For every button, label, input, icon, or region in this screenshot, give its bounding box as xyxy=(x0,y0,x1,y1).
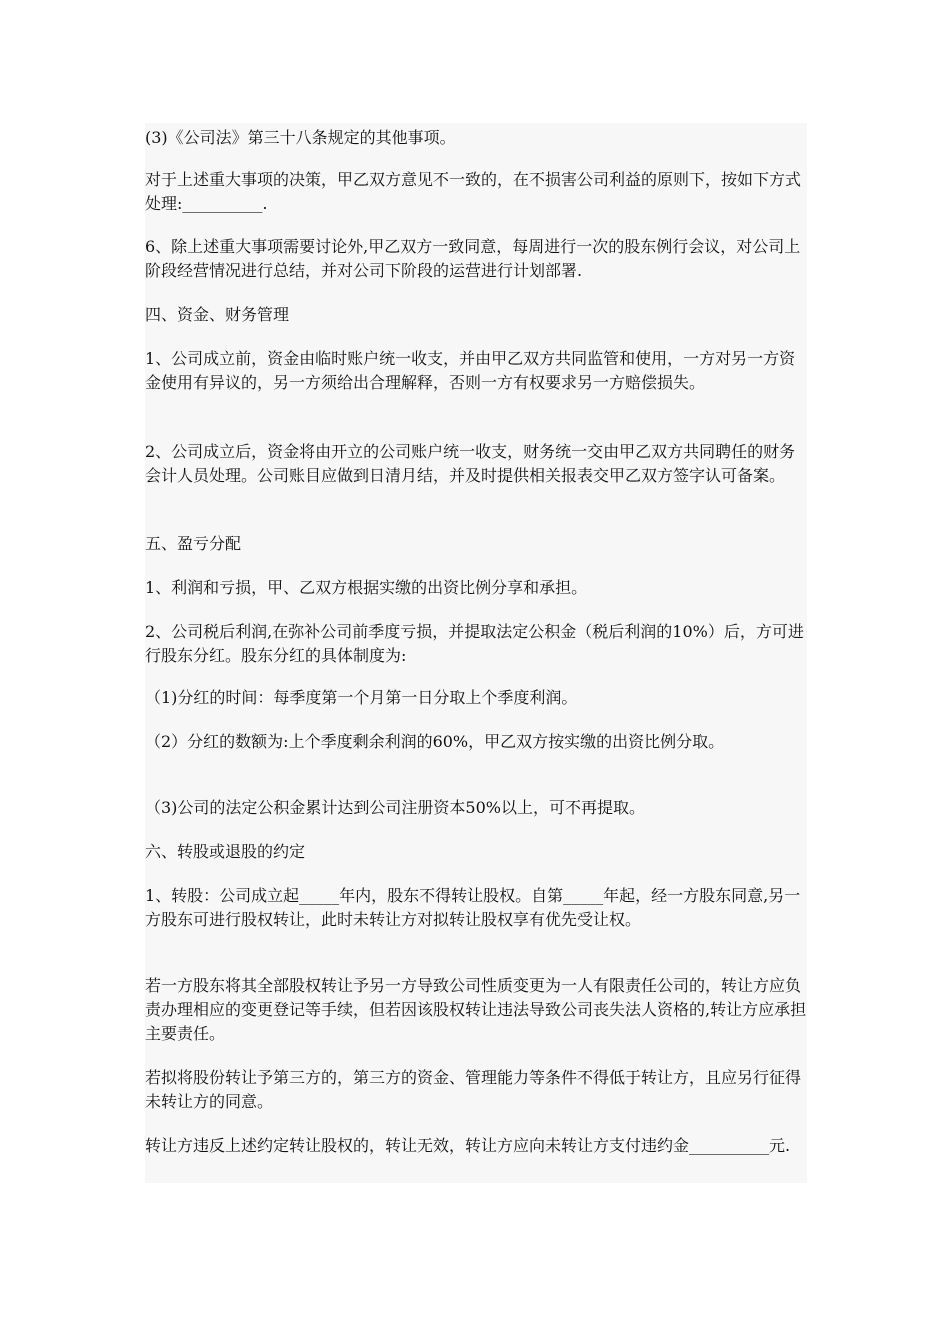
paragraph: 1、公司成立前，资金由临时账户统一收支，并由甲乙双方共同监管和使用，一方对另一方资金使用有异议的，另一方须给出合理解释，否则一方有权要求另一方赔偿损失。 xyxy=(145,349,796,392)
paragraph: 2、公司税后利润,在弥补公司前季度亏损，并提取法定公积金（税后利润的10%）后，方可进行股东分红。股东分红的具体制度为: xyxy=(145,622,804,665)
paragraph: （1)分红的时间：每季度第一个月第一日分取上个季度利润。 xyxy=(145,688,578,707)
section-heading: 六、转股或退股的约定 xyxy=(145,842,306,861)
paragraph: 1、转股：公司成立起_____年内，股东不得转让股权。自第_____年起，经一方股东同意,另一方股东可进行股权转让，此时未转让方对拟转让股权享有优先受让权。 xyxy=(145,886,801,929)
section-heading: 四、资金、财务管理 xyxy=(145,305,290,324)
paragraph: 1、利润和亏损，甲、乙双方根据实缴的出资比例分享和承担。 xyxy=(145,578,588,597)
section-heading: 五、盈亏分配 xyxy=(145,534,242,553)
paragraph: 2、公司成立后，资金将由开立的公司账户统一收支，财务统一交由甲乙双方共同聘任的财务会计人员处理。公司账目应做到日清月结，并及时提供相关报表交甲乙双方签字认可备案。 xyxy=(145,442,796,485)
paragraph: 对于上述重大事项的决策，甲乙双方意见不一致的，在不损害公司利益的原则下，按如下方式处理:__________. xyxy=(145,170,802,213)
paragraph: 若拟将股份转让予第三方的，第三方的资金、管理能力等条件不得低于转让方，且应另行征得未转让方的同意。 xyxy=(145,1068,802,1111)
paragraph: 若一方股东将其全部股权转让予另一方导致公司性质变更为一人有限责任公司的，转让方应负责办理相应的变更登记等手续，但若因该股权转让违法导致公司丧失法人资格的,转让方应承担主要责任。 xyxy=(145,976,807,1043)
paragraph: 转让方违反上述约定转让股权的，转让无效，转让方应向未转让方支付违约金__________元. xyxy=(145,1136,791,1155)
paragraph: （3)公司的法定公积金累计达到公司注册资本50%以上，可不再提取。 xyxy=(145,798,645,817)
paragraph: (3)《公司法》第三十八条规定的其他事项。 xyxy=(145,128,456,147)
paragraph: （2）分红的数额为:上个季度剩余利润的60%，甲乙双方按实缴的出资比例分取。 xyxy=(145,732,725,751)
paragraph: 6、除上述重大事项需要讨论外,甲乙双方一致同意，每周进行一次的股东例行会议，对公司上阶段经营情况进行总结，并对公司下阶段的运营进行计划部署. xyxy=(145,237,801,280)
